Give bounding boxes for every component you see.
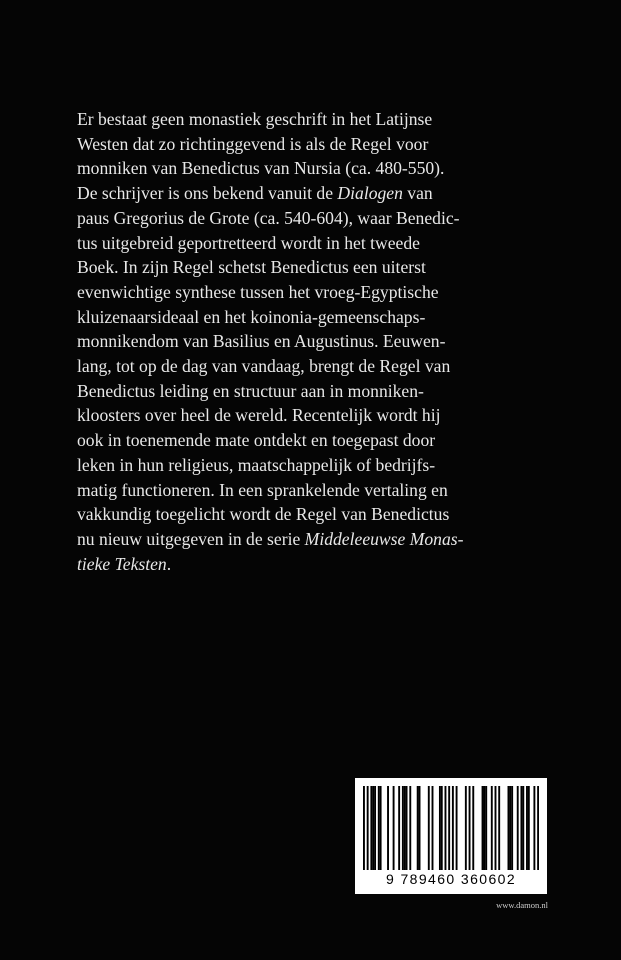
barcode-bar <box>367 786 369 870</box>
text-run: lang, tot op de dag van vandaag, brengt de Regel van <box>77 356 451 377</box>
barcode-bar <box>509 786 511 870</box>
blurb-line <box>77 552 557 577</box>
barcode-bar <box>469 786 471 870</box>
barcode-bar <box>517 786 519 870</box>
barcode-bar <box>520 786 522 870</box>
blurb-line <box>77 379 557 404</box>
barcode-bar <box>439 786 441 870</box>
barcode-bar <box>508 786 510 870</box>
text-run: ook in toenemende mate ontdekt en toegepast door <box>77 430 436 451</box>
barcode-bars <box>363 786 539 870</box>
text-run: vakkundig toegelicht wordt de Regel van Benedictus <box>77 504 450 525</box>
text-run: nu nieuw uitgegeven in de serie <box>77 528 305 549</box>
text-run: Er bestaat geen monastiek geschrift in het Latijnse <box>77 109 433 129</box>
barcode-bar <box>428 786 430 870</box>
barcode-bar <box>402 786 404 870</box>
blurb-line <box>77 280 557 305</box>
barcode-bar <box>522 786 524 870</box>
blurb-line <box>77 502 557 527</box>
blurb-line <box>77 478 557 503</box>
barcode-bar <box>491 786 493 870</box>
blurb-line <box>77 354 557 379</box>
text-run: . <box>166 553 172 574</box>
italic-title: tieke Teksten <box>77 553 167 574</box>
blurb-line <box>77 453 557 478</box>
barcode-bar <box>363 786 365 870</box>
blurb-line <box>77 527 557 552</box>
barcode-bar <box>441 786 443 870</box>
italic-title: Middeleeuwse Monas- <box>304 528 464 549</box>
barcode-bar <box>472 786 474 870</box>
barcode-bar <box>498 786 500 870</box>
blurb-line <box>77 181 557 206</box>
barcode-bar <box>528 786 530 870</box>
barcode-bar <box>465 786 467 870</box>
barcode-bar <box>419 786 421 870</box>
text-run: paus Gregorius de Grote (ca. 540-604), waar Benedic- <box>77 207 460 228</box>
blurb-line <box>77 255 557 280</box>
barcode-bar <box>485 786 487 870</box>
barcode-bar <box>409 786 411 870</box>
blurb-line <box>77 206 557 231</box>
barcode-bar <box>374 786 376 870</box>
barcode-bar <box>495 786 497 870</box>
text-run: kloosters over heel de wereld. Recentelijk wordt hij <box>77 405 441 426</box>
barcode-bar <box>393 786 395 870</box>
text-run: leken in hun religieus, maatschappelijk of bedrijfs- <box>77 454 436 475</box>
blurb-line <box>77 132 557 157</box>
barcode-bar <box>406 786 408 870</box>
publisher-website: www.damon.nl <box>496 900 548 910</box>
blurb-line <box>77 329 557 354</box>
blurb-line <box>77 428 557 453</box>
barcode-bar <box>387 786 389 870</box>
text-run: monniken van Benedictus van Nursia (ca. 480-550). <box>77 158 445 179</box>
barcode-bar <box>372 786 374 870</box>
barcode-bar <box>370 786 372 870</box>
text-run: kluizenaarsideaal en het koinonia-gemeenschaps- <box>77 306 426 327</box>
blurb-line <box>77 156 557 181</box>
text-run: monnikendom van Basilius en Augustinus. Eeuwen- <box>77 331 446 352</box>
barcode-bar <box>526 786 528 870</box>
barcode-bar <box>537 786 539 870</box>
blurb-line <box>77 305 557 330</box>
barcode-bar <box>380 786 382 870</box>
barcode-bar <box>404 786 406 870</box>
isbn-barcode <box>355 778 547 894</box>
barcode-bar <box>417 786 419 870</box>
text-run: matig functioneren. In een sprankelende vertaling en <box>77 479 448 500</box>
blurb-line <box>77 231 557 256</box>
barcode-bar <box>456 786 458 870</box>
barcode-bar <box>452 786 454 870</box>
blurb-line <box>77 107 557 132</box>
isbn-number: 9 789460 360602 <box>386 871 516 887</box>
text-run: van <box>402 183 433 204</box>
barcode-bar <box>398 786 400 870</box>
barcode-bar <box>445 786 447 870</box>
text-run: De schrijver is ons bekend vanuit de <box>77 183 338 204</box>
barcode-bar <box>448 786 450 870</box>
barcode-bar <box>483 786 485 870</box>
text-run: Boek. In zijn Regel schetst Benedictus een uiterst <box>77 257 426 278</box>
barcode-bar <box>432 786 434 870</box>
barcode-bar <box>511 786 513 870</box>
back-cover-blurb <box>77 107 557 576</box>
barcode-bar <box>482 786 484 870</box>
italic-title: Dialogen <box>337 183 403 204</box>
barcode-bar <box>533 786 535 870</box>
text-run: tus uitgebreid geportretteerd wordt in het tweede <box>77 232 420 253</box>
text-run: Westen dat zo richtinggevend is als de Regel voor <box>77 133 429 154</box>
blurb-line <box>77 403 557 428</box>
text-run: evenwichtige synthese tussen het vroeg-Egyptische <box>77 281 439 302</box>
text-run: Benedictus leiding en structuur aan in monniken- <box>77 380 424 401</box>
barcode-bar <box>378 786 380 870</box>
